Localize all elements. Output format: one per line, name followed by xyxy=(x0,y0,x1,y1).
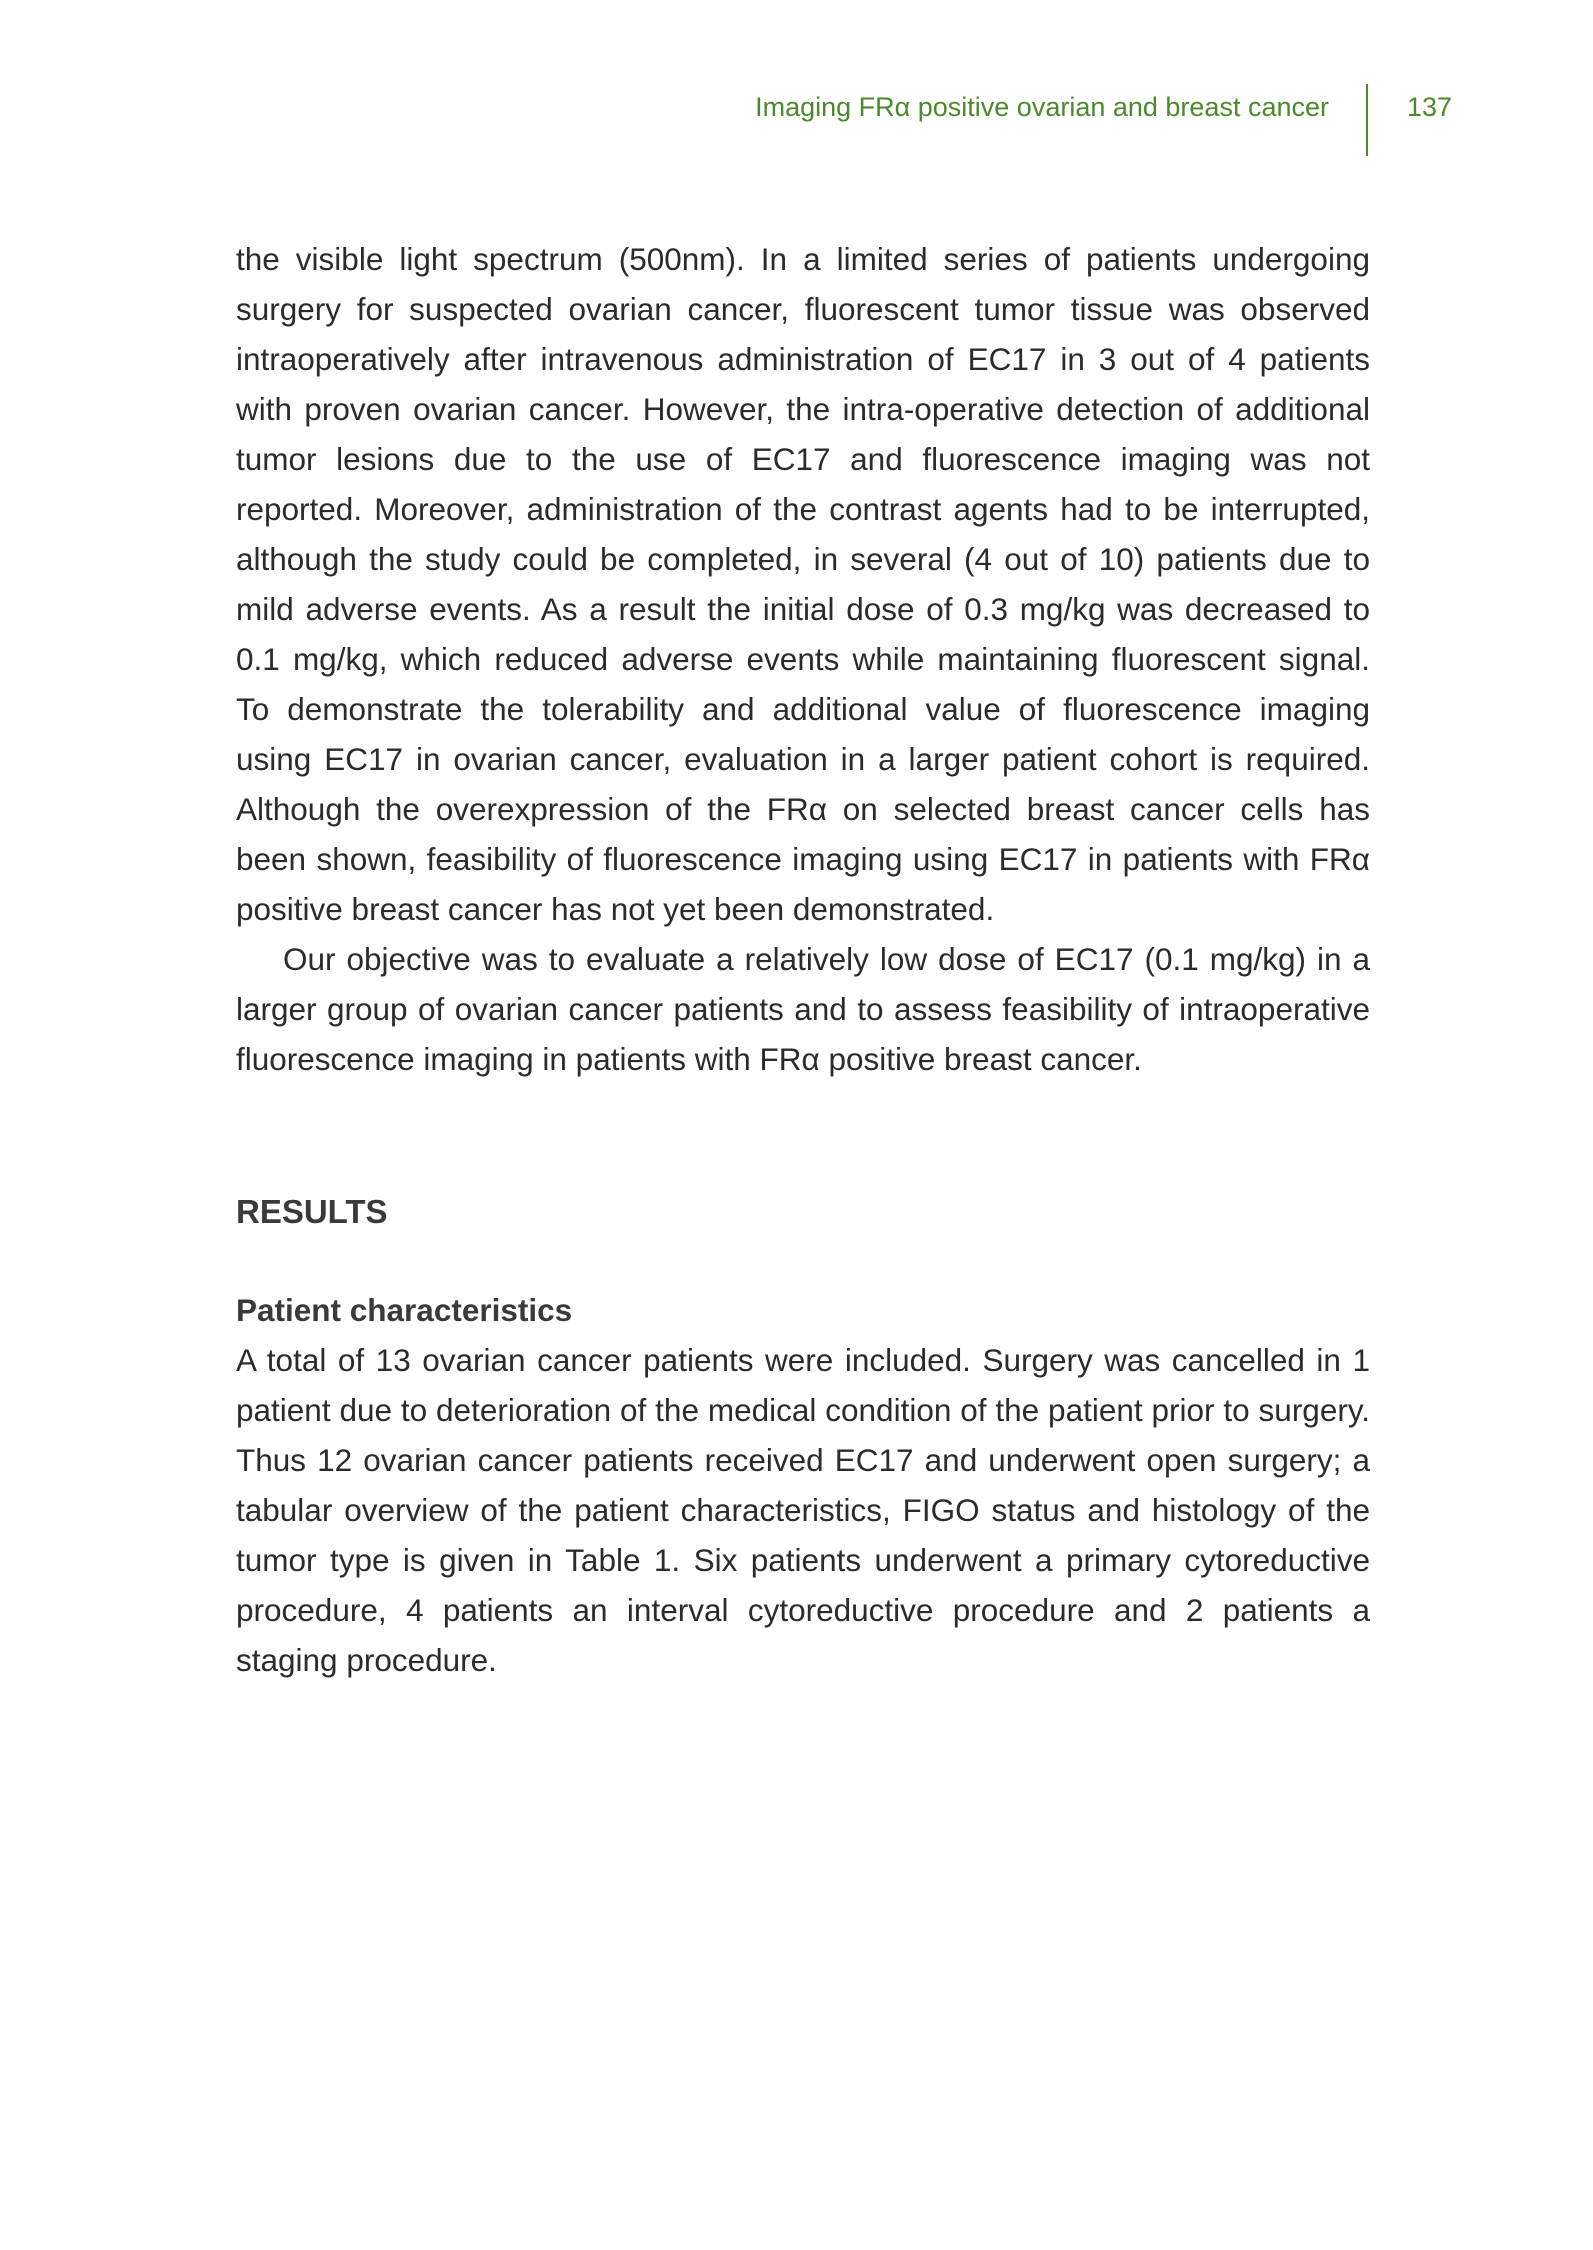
subsection-heading-patient-characteristics: Patient characteristics xyxy=(236,1292,573,1328)
section-heading-results: RESULTS xyxy=(236,1193,388,1230)
main-text-column xyxy=(236,234,1370,1685)
paragraph-intro-continued: the visible light spectrum (500nm). In a limited series of patients undergoing surgery for suspected ovarian cancer, fluorescent tumor tissue was observed intraoperatively after intravenous administration of EC17 in 3 out of 4 patients with proven ovarian cancer. However, the intra-operative detection of additional tumor lesions due to the use of EC17 and fluorescence imaging was not reported. Moreover, administration of the contrast agents had to be interrupted, although the study could be completed, in several (4 out of 10) patients due to mild adverse events. As a result the initial dose of 0.3 mg/kg was decreased to 0.1 mg/kg, which reduced adverse events while maintaining fluorescent signal. To demonstrate the tolerability and additional value of fluorescence imaging using EC17 in ovarian cancer, evaluation in a larger patient cohort is required. Although the overexpression of the FRα on selected breast cancer cells has been shown, feasibility of fluorescence imaging using EC17 in patients with FRα positive breast cancer has not yet been demonstrated. xyxy=(236,241,1370,927)
page-header xyxy=(0,84,1593,156)
running-title: Imaging FRα positive ovarian and breast cancer xyxy=(755,92,1329,122)
header-divider xyxy=(1366,84,1368,156)
page-number: 137 xyxy=(1407,92,1453,122)
paragraph-objective: Our objective was to evaluate a relatively low dose of EC17 (0.1 mg/kg) in a larger group of ovarian cancer patients and to assess feasibility of intraoperative fluorescence imaging in patients with FRα positive breast cancer. xyxy=(236,941,1370,1077)
paragraph-patient-characteristics: A total of 13 ovarian cancer patients were included. Surgery was cancelled in 1 patient due to deterioration of the medical condition of the patient prior to surgery. Thus 12 ovarian cancer patients received EC17 and underwent open surgery; a tabular overview of the patient characteristics, FIGO status and histology of the tumor type is given in Table 1. Six patients underwent a primary cytoreductive procedure, 4 patients an interval cytoreductive procedure and 2 patients a staging procedure. xyxy=(236,1342,1370,1678)
